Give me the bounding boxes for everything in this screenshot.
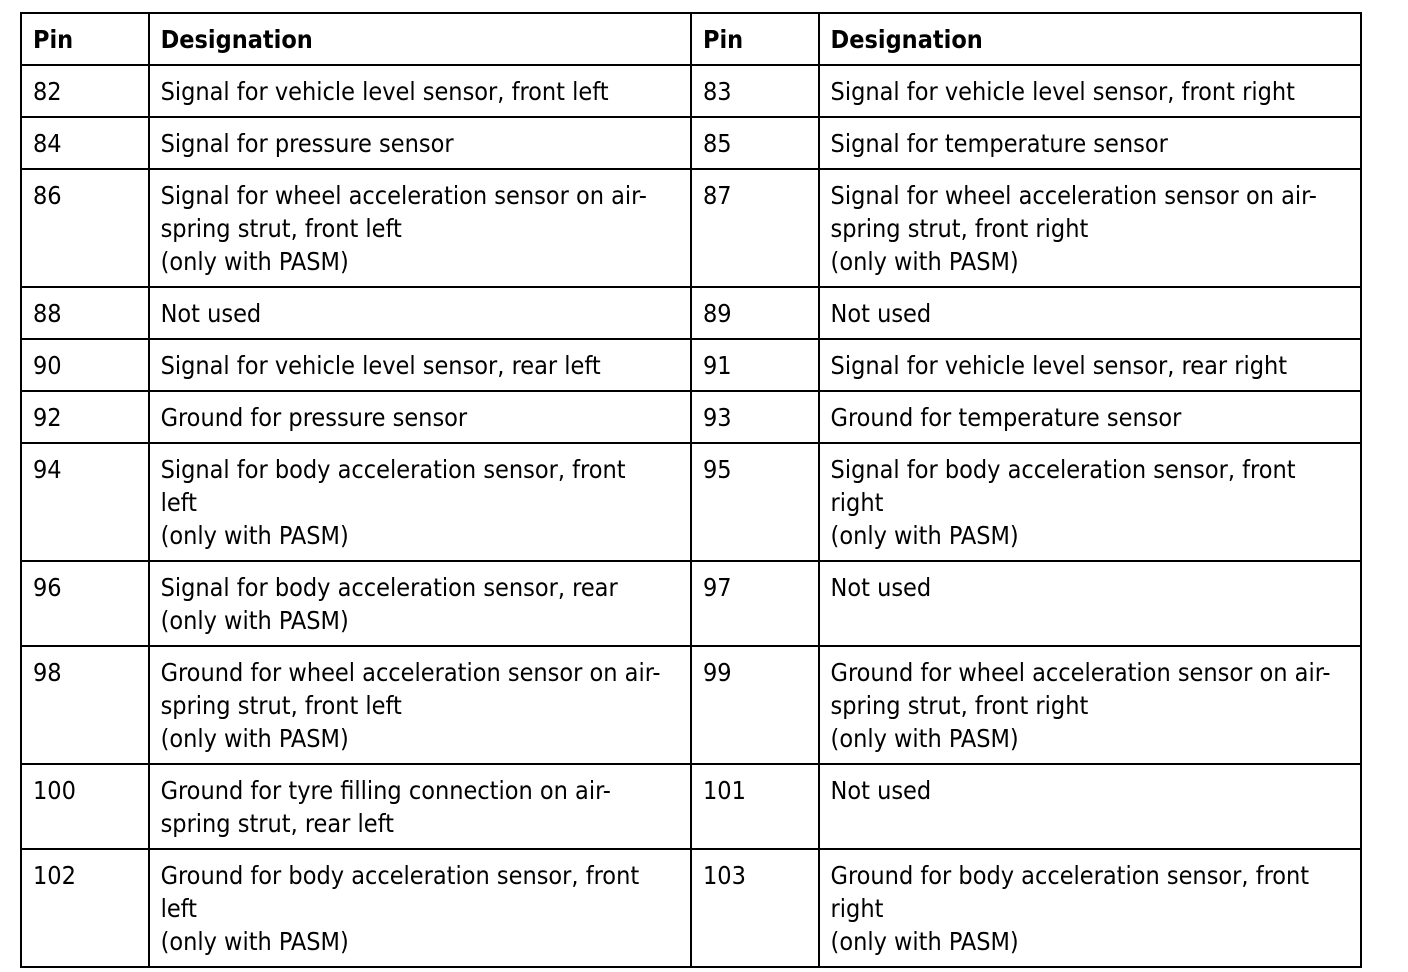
pin-cell: 88: [21, 287, 149, 339]
designation-cell: Ground for tyre filling connection on air- spring strut, rear left: [149, 764, 691, 849]
pin-cell: 96: [21, 561, 149, 646]
designation-cell: Signal for vehicle level sensor, rear right: [819, 339, 1361, 391]
table-row: [21, 169, 1361, 287]
designation-cell: Ground for body acceleration sensor, front right (only with PASM): [819, 849, 1361, 967]
designation-cell: Signal for temperature sensor: [819, 117, 1361, 169]
pin-cell: 99: [691, 646, 819, 764]
pin-cell: 89: [691, 287, 819, 339]
table-row: [21, 117, 1361, 169]
pin-cell: 103: [691, 849, 819, 967]
designation-cell: Ground for body acceleration sensor, front left (only with PASM): [149, 849, 691, 967]
designation-cell: Signal for body acceleration sensor, front left (only with PASM): [149, 443, 691, 561]
pin-cell: 101: [691, 764, 819, 849]
pin-cell: 87: [691, 169, 819, 287]
designation-cell: Signal for vehicle level sensor, front right: [819, 65, 1361, 117]
header-pin-left: Pin: [21, 13, 149, 65]
table-row: [21, 646, 1361, 764]
pin-cell: 82: [21, 65, 149, 117]
designation-cell: Not used: [149, 287, 691, 339]
designation-cell: Ground for pressure sensor: [149, 391, 691, 443]
header-designation-right: Designation: [819, 13, 1361, 65]
designation-cell: Not used: [819, 764, 1361, 849]
pin-cell: 93: [691, 391, 819, 443]
header-designation-left: Designation: [149, 13, 691, 65]
pin-cell: 83: [691, 65, 819, 117]
table-row: [21, 561, 1361, 646]
pin-cell: 97: [691, 561, 819, 646]
pin-cell: 86: [21, 169, 149, 287]
pin-cell: 85: [691, 117, 819, 169]
designation-cell: Not used: [819, 561, 1361, 646]
designation-cell: Signal for body acceleration sensor, front right (only with PASM): [819, 443, 1361, 561]
table-row: [21, 764, 1361, 849]
designation-cell: Ground for temperature sensor: [819, 391, 1361, 443]
table-row: [21, 287, 1361, 339]
designation-cell: Not used: [819, 287, 1361, 339]
pin-cell: 84: [21, 117, 149, 169]
table-header-row: [21, 13, 1361, 65]
table-row: [21, 65, 1361, 117]
pin-cell: 100: [21, 764, 149, 849]
pin-cell: 94: [21, 443, 149, 561]
table-row: [21, 391, 1361, 443]
pin-cell: 98: [21, 646, 149, 764]
designation-cell: Signal for vehicle level sensor, front left: [149, 65, 691, 117]
pin-cell: 92: [21, 391, 149, 443]
pin-assignment-table: [20, 12, 1362, 968]
table-row: [21, 849, 1361, 967]
designation-cell: Signal for pressure sensor: [149, 117, 691, 169]
pin-cell: 90: [21, 339, 149, 391]
table-row: [21, 443, 1361, 561]
designation-cell: Ground for wheel acceleration sensor on air- spring strut, front right (only with PASM): [819, 646, 1361, 764]
designation-cell: Signal for vehicle level sensor, rear left: [149, 339, 691, 391]
pin-cell: 91: [691, 339, 819, 391]
table-row: [21, 339, 1361, 391]
designation-cell: Signal for wheel acceleration sensor on air- spring strut, front right (only with PASM): [819, 169, 1361, 287]
designation-cell: Signal for body acceleration sensor, rear (only with PASM): [149, 561, 691, 646]
header-pin-right: Pin: [691, 13, 819, 65]
pin-cell: 95: [691, 443, 819, 561]
designation-cell: Signal for wheel acceleration sensor on air- spring strut, front left (only with PASM): [149, 169, 691, 287]
designation-cell: Ground for wheel acceleration sensor on air- spring strut, front left (only with PASM): [149, 646, 691, 764]
pin-cell: 102: [21, 849, 149, 967]
